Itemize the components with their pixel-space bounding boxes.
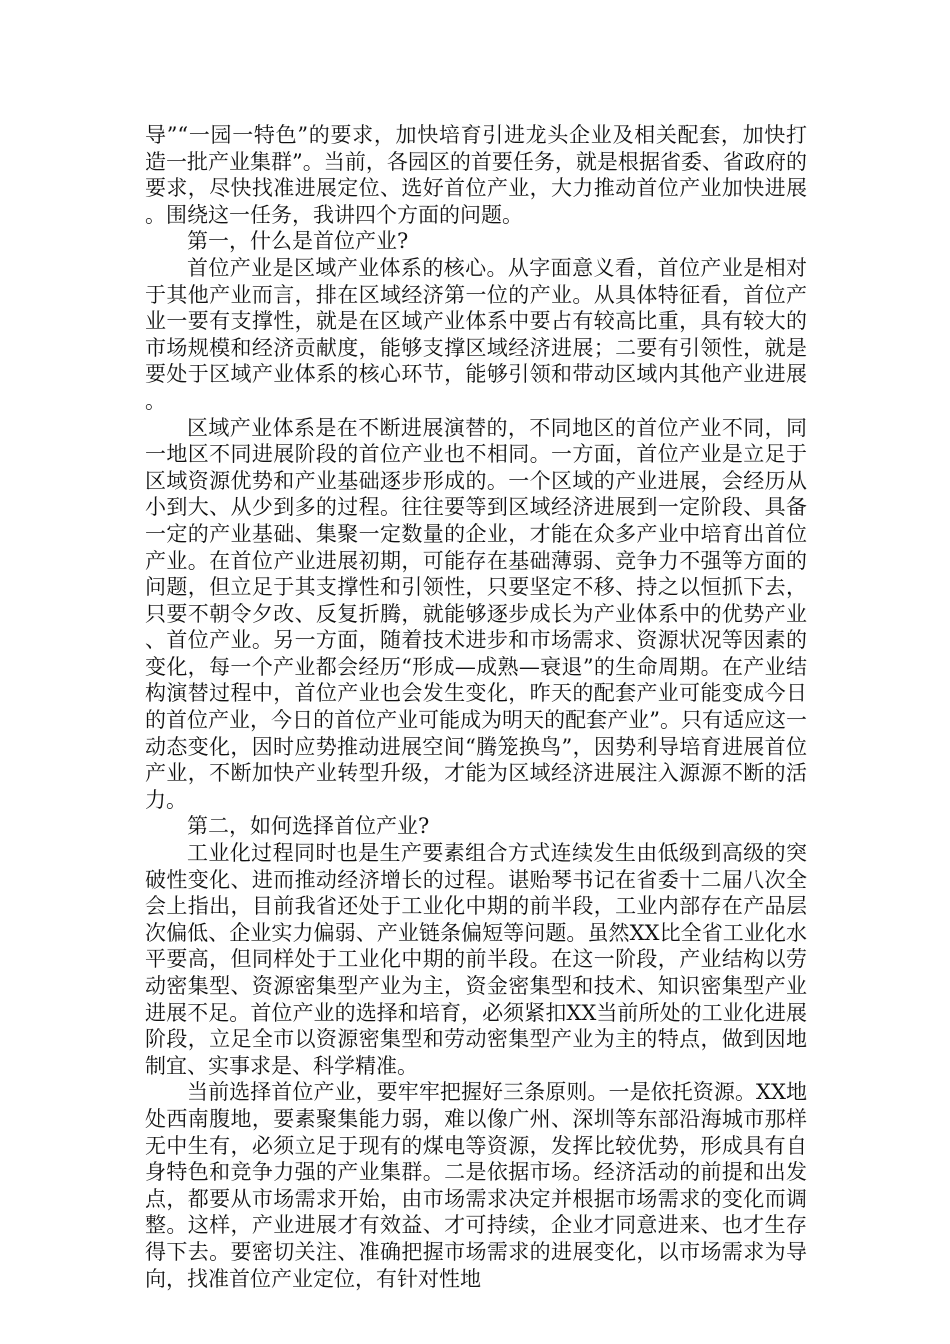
section-heading-1: 第一，什么是首位产业? xyxy=(187,229,409,254)
paragraph-3: 区域产业体系是在不断进展演替的，不同地区的首位产业不同，同一地区不同进展阶段的首位产业也不相同。一方面，首位产业是立足于区域资源优势和产业基础逐步形成的。一个区域的产业进展，会经历从小到大、从少到多的过程。往往要等到区域经济进展到一定阶段、具备一定的产业基础、集聚一定数量的企业，才能在众多产业中培育出首位产业。在首位产业进展初期，可能存在基础薄弱、竞争力不强等方面的问题，但立足于其支撑性和引领性，只要坚定不移、持之以恒抓下去，只要不朝令夕改、反复折腾，就能够逐步成长为产业体系中的优势产业、首位产业。另一方面，随着技术进步和市场需求、资源状况等因素的变化，每一个产业都会经历“形成—成熟—衰退”的生命周期。在产业结构演替过程中，首位产业也会发生变化，昨天的配套产业可能变成今日的首位产业，今日的首位产业可能成为明天的配套产业”。只有适应这一动态变化，因时应势推动进展空间“腾笼换鸟”，因势利导培育进展首位产业，不断加快产业转型升级，才能为区域经济进展注入源源不断的活力。 xyxy=(145,415,807,812)
section-heading-2: 第二，如何选择首位产业? xyxy=(187,814,430,839)
paragraph-5: 当前选择首位产业，要牢牢把握好三条原则。一是依托资源。XX地处西南腹地，要素聚集能力弱，难以像广州、深圳等东部沿海城市那样无中生有，必须立足于现有的煤电等资源，发挥比较优势，形成具有自身特色和竞争力强的产业集群。二是依据市场。经济活动的前提和出发点，都要从市场需求开始，由市场需求决定并根据市场需求的变化而调整。这样，产业进展才有效益、才可持续，企业才同意进来、也才生存得下去。要密切关注、准确把握市场需求的进展变化，以市场需求为导向，找准首位产业定位，有针对性地 xyxy=(145,1080,807,1291)
paragraph-2: 首位产业是区域产业体系的核心。从字面意义看，首位产业是相对于其他产业而言，排在区域经济第一位的产业。从具体特征看，首位产业一要有支撑性，就是在区域产业体系中要占有较高比重，具有较大的市场规模和经济贡献度，能够支撑区域经济进展；二要有引领性，就是要处于区域产业体系的核心环节，能够引领和带动区域内其他产业进展。 xyxy=(145,255,807,413)
paragraph-1: 导”“一园一特色”的要求，加快培育引进龙头企业及相关配套，加快打造一批产业集群”。当前，各园区的首要任务，就是根据省委、省政府的要求，尽快找准进展定位、选好首位产业，大力推动首位产业加快进展。围绕这一任务，我讲四个方面的问题。 xyxy=(145,123,807,227)
paragraph-4: 工业化过程同时也是生产要素组合方式连续发生由低级到高级的突破性变化、进而推动经济增长的过程。谌贻琴书记在省委十二届八次全会上指出，目前我省还处于工业化中期的前半段，工业内部存在产品层次偏低、企业实力偏弱、产业链条偏短等问题。虽然XX比全省工业化水平要高，但同样处于工业化中期的前半段。在这一阶段，产业结构以劳动密集型、资源密集型产业为主，资金密集型和技术、知识密集型产业进展不足。首位产业的选择和培育，必须紧扣XX当前所处的工业化进展阶段，立足全市以资源密集型和劳动密集型产业为主的特点，做到因地制宜、实事求是、科学精准。 xyxy=(145,841,807,1078)
document-page xyxy=(145,122,807,1292)
